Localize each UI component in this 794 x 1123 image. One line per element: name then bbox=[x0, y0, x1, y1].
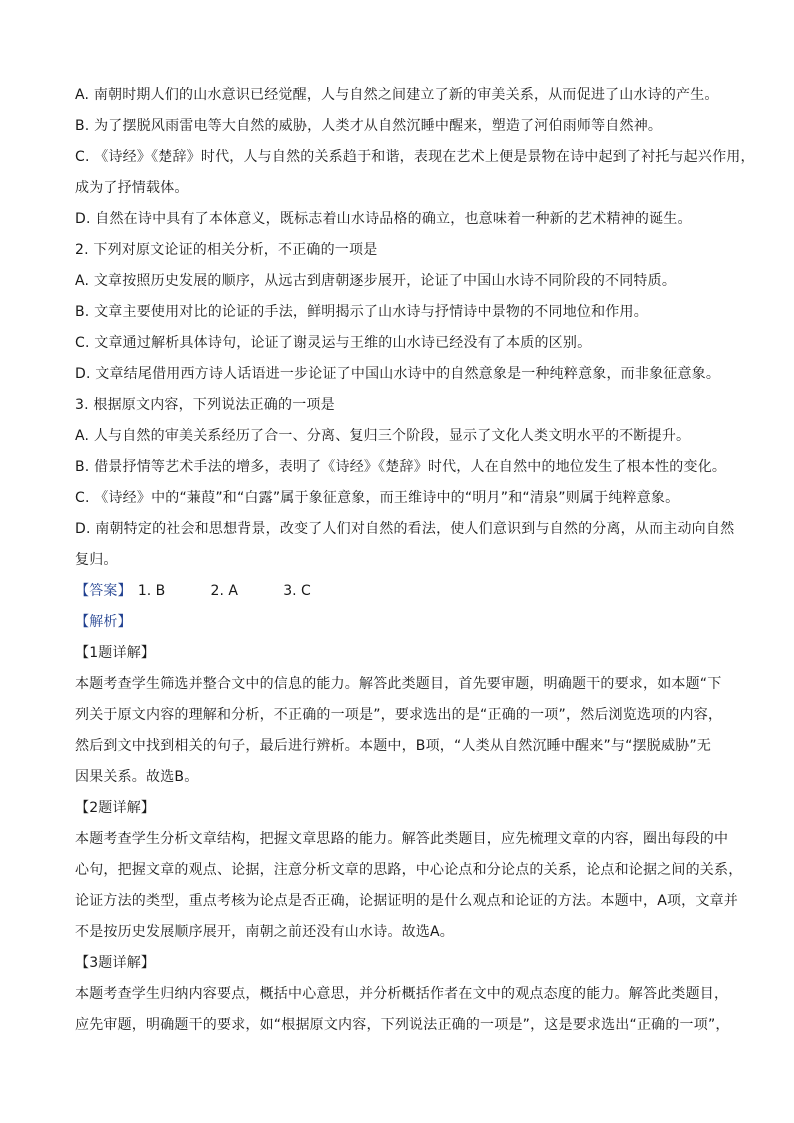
q3-option-b: B. 借景抒情等艺术手法的增多，表明了《诗经》《楚辞》时代，人在自然中的地位发生了根本性的变化。 bbox=[75, 459, 727, 475]
detail2-line-1: 本题考查学生分析文章结构，把握文章思路的能力。解答此类题目，应先梳理文章的内容，圈出每段的中 bbox=[75, 831, 729, 847]
answer-row bbox=[75, 576, 735, 607]
detail1-line-3: 然后到文中找到相关的句子，最后进行辨析。本题中，B项，“人类从自然沉睡中醒来”与“摆脱威胁”无 bbox=[75, 738, 712, 754]
q2-option-a: A. 文章按照历史发展的顺序，从远古到唐朝逐步展开，论证了中国山水诗不同阶段的不同特质。 bbox=[75, 273, 677, 289]
detail2-line-2: 心句，把握文章的观点、论据，注意分析文章的思路，中心论点和分论点的关系，论点和论据之间的关系， bbox=[75, 862, 743, 878]
q2-option-d: D. 文章结尾借用西方诗人话语进一步论证了中国山水诗中的自然意象是一种纯粹意象，而非象征意象。 bbox=[75, 366, 721, 382]
answer-value-3: 3. C bbox=[283, 583, 311, 599]
document-page bbox=[75, 80, 755, 1041]
q2-option-c: C. 文章通过解析具体诗句，论证了谢灵运与王维的山水诗已经没有了本质的区别。 bbox=[75, 335, 592, 351]
detail3-line-2: 应先审题，明确题干的要求，如“根据原文内容，下列说法正确的一项是”，这是要求选出“正确的一项”， bbox=[75, 1017, 730, 1033]
detail1-line-4: 因果关系。故选B。 bbox=[75, 769, 199, 785]
detail2-line-4: 不是按历史发展顺序展开，南朝之前还没有山水诗。故选A。 bbox=[75, 924, 454, 940]
q1-option-b: B. 为了摆脱风雨雷电等大自然的威胁，人类才从自然沉睡中醒来，塑造了河伯雨师等自然神。 bbox=[75, 118, 663, 134]
detail1-title: 【1题详解】 bbox=[75, 645, 156, 661]
q1-option-c-continued: 成为了抒情载体。 bbox=[75, 180, 189, 196]
detail1-line-1: 本题考查学生筛选并整合文中的信息的能力。解答此类题目，首先要审题，明确题干的要求，如本题“下 bbox=[75, 676, 722, 692]
q1-option-d: D. 自然在诗中具有了本体意义，既标志着山水诗品格的确立，也意味着一种新的艺术精神的诞生。 bbox=[75, 211, 692, 227]
q3-option-c: C. 《诗经》中的“蒹葭”和“白露”属于象征意象，而王维诗中的“明月”和“清泉”则属于纯粹意象。 bbox=[75, 490, 680, 506]
detail3-line-1: 本题考查学生归纳内容要点，概括中心意思，并分析概括作者在文中的观点态度的能力。解答此类题目， bbox=[75, 986, 729, 1002]
q1-option-a: A. 南朝时期人们的山水意识已经觉醒，人与自然之间建立了新的审美关系，从而促进了山水诗的产生。 bbox=[75, 87, 719, 103]
answer-value-1: 1. B bbox=[137, 583, 166, 599]
analysis-label: 【解析】 bbox=[75, 614, 132, 630]
detail2-line-3: 论证方法的类型，重点考核为论点是否正确，论据证明的是什么观点和论证的方法。本题中，A项，文章并 bbox=[75, 893, 738, 909]
q2-stem: 2. 下列对原文论证的相关分析，不正确的一项是 bbox=[75, 242, 378, 258]
q3-option-a: A. 人与自然的审美关系经历了合一、分离、复归三个阶段，显示了文化人类文明水平的不断提升。 bbox=[75, 428, 691, 444]
q3-option-d-continued: 复归。 bbox=[75, 552, 118, 568]
detail2-title: 【2题详解】 bbox=[75, 800, 156, 816]
answer-value-2: 2. A bbox=[210, 583, 238, 599]
detail1-line-2: 列关于原文内容的理解和分析，不正确的一项是”，要求选出的是“正确的一项”，然后浏览选项的内容， bbox=[75, 707, 723, 723]
detail3-title: 【3题详解】 bbox=[75, 955, 156, 971]
q3-option-d: D. 南朝特定的社会和思想背景，改变了人们对自然的看法，使人们意识到与自然的分离，从而主动向自然 bbox=[75, 521, 735, 537]
q2-option-b: B. 文章主要使用对比的论证的手法，鲜明揭示了山水诗与抒情诗中景物的不同地位和作用。 bbox=[75, 304, 648, 320]
q1-option-c: C. 《诗经》《楚辞》时代，人与自然的关系趋于和谐，表现在艺术上便是景物在诗中起到了衬托与起兴作用， bbox=[75, 149, 755, 165]
q3-stem: 3. 根据原文内容，下列说法正确的一项是 bbox=[75, 397, 335, 413]
answer-label: 【答案】 bbox=[75, 583, 132, 599]
